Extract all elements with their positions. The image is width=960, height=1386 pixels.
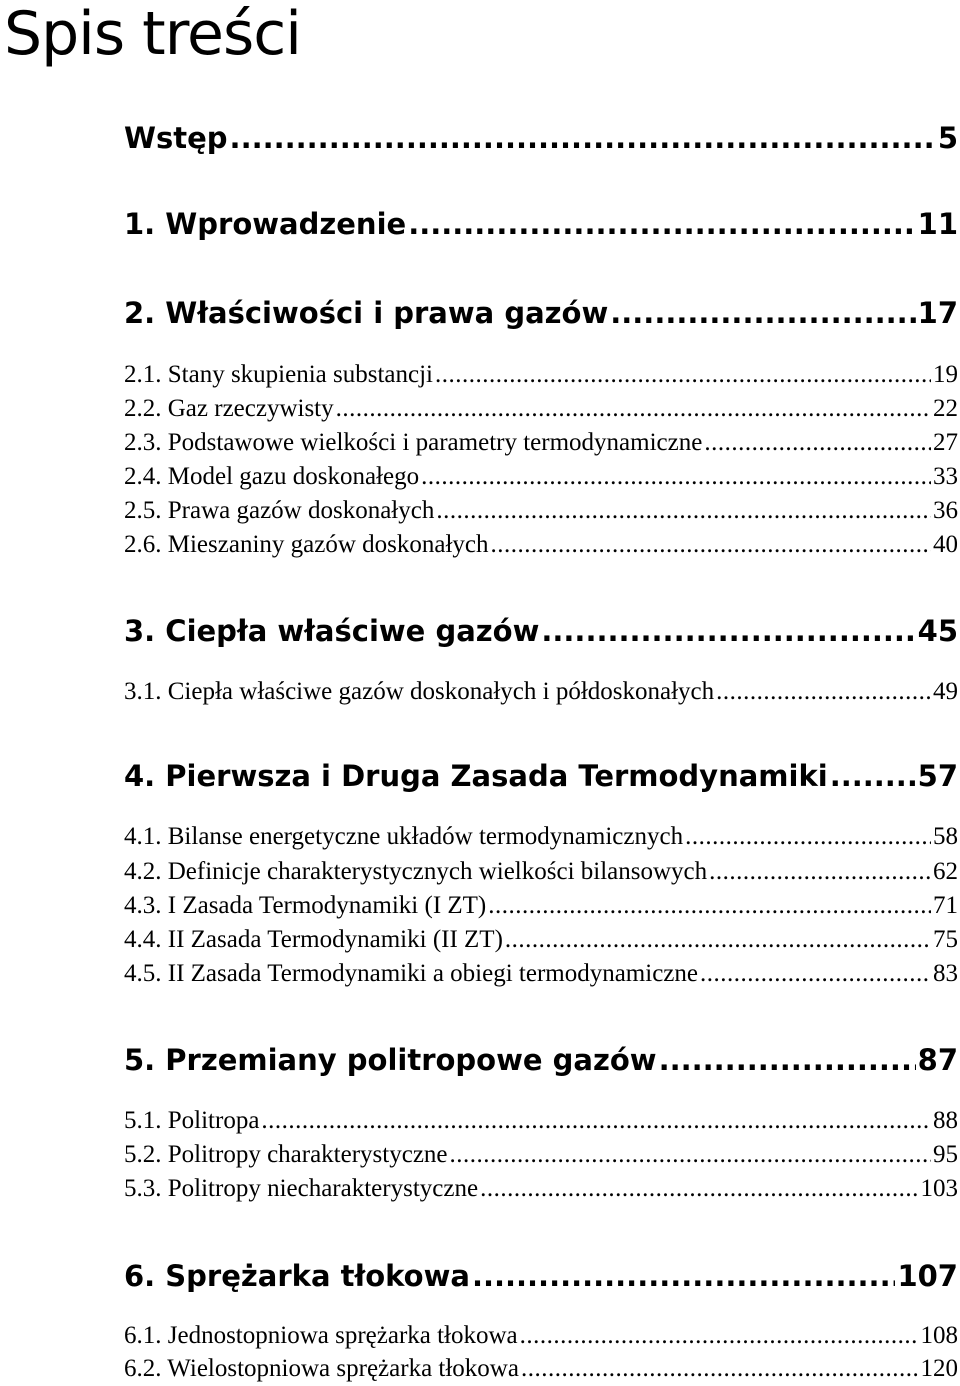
dot-leader: [435, 358, 931, 392]
dot-leader: [709, 855, 931, 889]
toc-entry-page: 22: [933, 395, 958, 422]
toc-entry-page: 108: [920, 1322, 958, 1349]
toc-entry-page: 27: [933, 429, 958, 456]
toc-entry-chapter[interactable]: [124, 1040, 958, 1080]
toc-entry-title: 5.1. Politropa: [124, 1107, 260, 1134]
toc-entry-section[interactable]: [124, 426, 958, 460]
toc-entry-page: 88: [933, 1107, 958, 1134]
toc-entry-title: 2.1. Stany skupienia substancji: [124, 361, 433, 388]
dot-leader: [716, 675, 931, 709]
toc-entry-chapter[interactable]: [124, 1256, 958, 1296]
dot-leader: [505, 923, 931, 957]
toc-entry-chapter[interactable]: [124, 118, 958, 158]
dot-leader: [685, 820, 931, 854]
toc-entry-title: 2.4. Model gazu doskonałego: [124, 463, 420, 490]
toc-entry-section[interactable]: [124, 820, 958, 854]
toc-entry-page: 95: [933, 1141, 958, 1168]
dot-leader: [700, 957, 931, 991]
dot-leader: [488, 889, 931, 923]
toc-entry-section[interactable]: [124, 855, 958, 889]
toc-entry-page: 83: [933, 960, 958, 987]
toc-entry-title: 4.3. I Zasada Termodynamiki (I ZT): [124, 892, 487, 919]
toc-entry-title: 5. Przemiany politropowe gazów: [124, 1043, 657, 1077]
dot-leader: [230, 118, 936, 158]
toc-entry-page: 40: [933, 531, 958, 558]
toc-entry-page: 120: [920, 1355, 958, 1382]
toc-entry-title: 4.4. II Zasada Termodynamiki (II ZT): [124, 926, 503, 953]
dot-leader: [421, 460, 931, 494]
toc-entry-page: 75: [933, 926, 958, 953]
toc-entry-title: 4. Pierwsza i Druga Zasada Termodynamiki: [124, 759, 828, 793]
toc-entry-page: 11: [917, 207, 958, 241]
toc-entry-chapter[interactable]: [124, 756, 958, 796]
toc-entry-section[interactable]: [124, 1138, 958, 1172]
toc-entry-title: 4.2. Definicje charakterystycznych wielkości bilansowych: [124, 858, 708, 885]
toc-entry-page: 71: [933, 892, 958, 919]
dot-leader: [520, 1319, 919, 1353]
toc-entry-section[interactable]: [124, 1104, 958, 1138]
toc-entry-section[interactable]: [124, 1352, 958, 1386]
toc-entry-section[interactable]: [124, 1319, 958, 1353]
toc-entry-title: 2. Właściwości i prawa gazów: [124, 296, 609, 330]
toc-entry-page: 5: [937, 121, 958, 155]
toc-entry-chapter[interactable]: [124, 293, 958, 333]
toc-entry-title: 6. Sprężarka tłokowa: [124, 1259, 470, 1293]
toc-entry-chapter[interactable]: [124, 611, 958, 651]
toc-entry-title: 6.2. Wielostopniowa sprężarka tłokowa: [124, 1355, 519, 1382]
toc-entry-title: 1. Wprowadzenie: [124, 207, 407, 241]
toc-entry-page: 107: [897, 1259, 958, 1293]
dot-leader: [659, 1040, 916, 1080]
toc-entry-page: 58: [933, 823, 958, 850]
dot-leader: [336, 392, 931, 426]
dot-leader: [450, 1138, 931, 1172]
toc-entry-chapter[interactable]: [124, 204, 958, 244]
toc-entry-section[interactable]: [124, 528, 958, 562]
dot-leader: [830, 756, 916, 796]
toc-entry-page: 49: [933, 678, 958, 705]
toc-entry-section[interactable]: [124, 460, 958, 494]
toc-entry-page: 19: [933, 361, 958, 388]
toc-entry-page: 17: [917, 296, 958, 330]
dot-leader: [480, 1172, 918, 1206]
toc-entry-section[interactable]: [124, 675, 958, 709]
toc-entry-section[interactable]: [124, 923, 958, 957]
toc-entry-page: 87: [917, 1043, 958, 1077]
dot-leader: [704, 426, 931, 460]
toc-entry-section[interactable]: [124, 494, 958, 528]
toc-entry-title: 2.5. Prawa gazów doskonałych: [124, 497, 435, 524]
toc-entry-title: 5.2. Politropy charakterystyczne: [124, 1141, 448, 1168]
toc-entry-section[interactable]: [124, 392, 958, 426]
toc-entry-page: 36: [933, 497, 958, 524]
toc-entry-page: 103: [920, 1175, 958, 1202]
dot-leader: [610, 293, 915, 333]
toc-entry-page: 57: [917, 759, 958, 793]
toc-entry-page: 33: [933, 463, 958, 490]
toc-entry-title: 4.5. II Zasada Termodynamiki a obiegi termodynamiczne: [124, 960, 698, 987]
dot-leader: [408, 204, 915, 244]
toc-entry-title: 2.2. Gaz rzeczywisty: [124, 395, 334, 422]
toc-entry-title: 4.1. Bilanse energetyczne układów termodynamicznych: [124, 823, 684, 850]
page-title: Spis treści: [4, 0, 301, 69]
toc-entry-page: 45: [917, 614, 958, 648]
dot-leader: [491, 528, 931, 562]
dot-leader: [261, 1104, 931, 1138]
toc-entry-section[interactable]: [124, 1172, 958, 1206]
dot-leader: [521, 1352, 919, 1386]
dot-leader: [541, 611, 915, 651]
toc-entry-title: Wstęp: [124, 121, 228, 155]
toc-entry-title: 5.3. Politropy niecharakterystyczne: [124, 1175, 479, 1202]
toc-entry-section[interactable]: [124, 358, 958, 392]
toc-entry-title: 3. Ciepła właściwe gazów: [124, 614, 540, 648]
dot-leader: [472, 1256, 896, 1296]
toc-entry-page: 62: [933, 858, 958, 885]
toc-entry-section[interactable]: [124, 957, 958, 991]
toc-entry-title: 2.3. Podstawowe wielkości i parametry termodynamiczne: [124, 429, 703, 456]
dot-leader: [436, 494, 931, 528]
toc-entry-section[interactable]: [124, 889, 958, 923]
toc-entry-title: 3.1. Ciepła właściwe gazów doskonałych i półdoskonałych: [124, 678, 715, 705]
toc-entry-title: 2.6. Mieszaniny gazów doskonałych: [124, 531, 489, 558]
toc-entry-title: 6.1. Jednostopniowa sprężarka tłokowa: [124, 1322, 518, 1349]
